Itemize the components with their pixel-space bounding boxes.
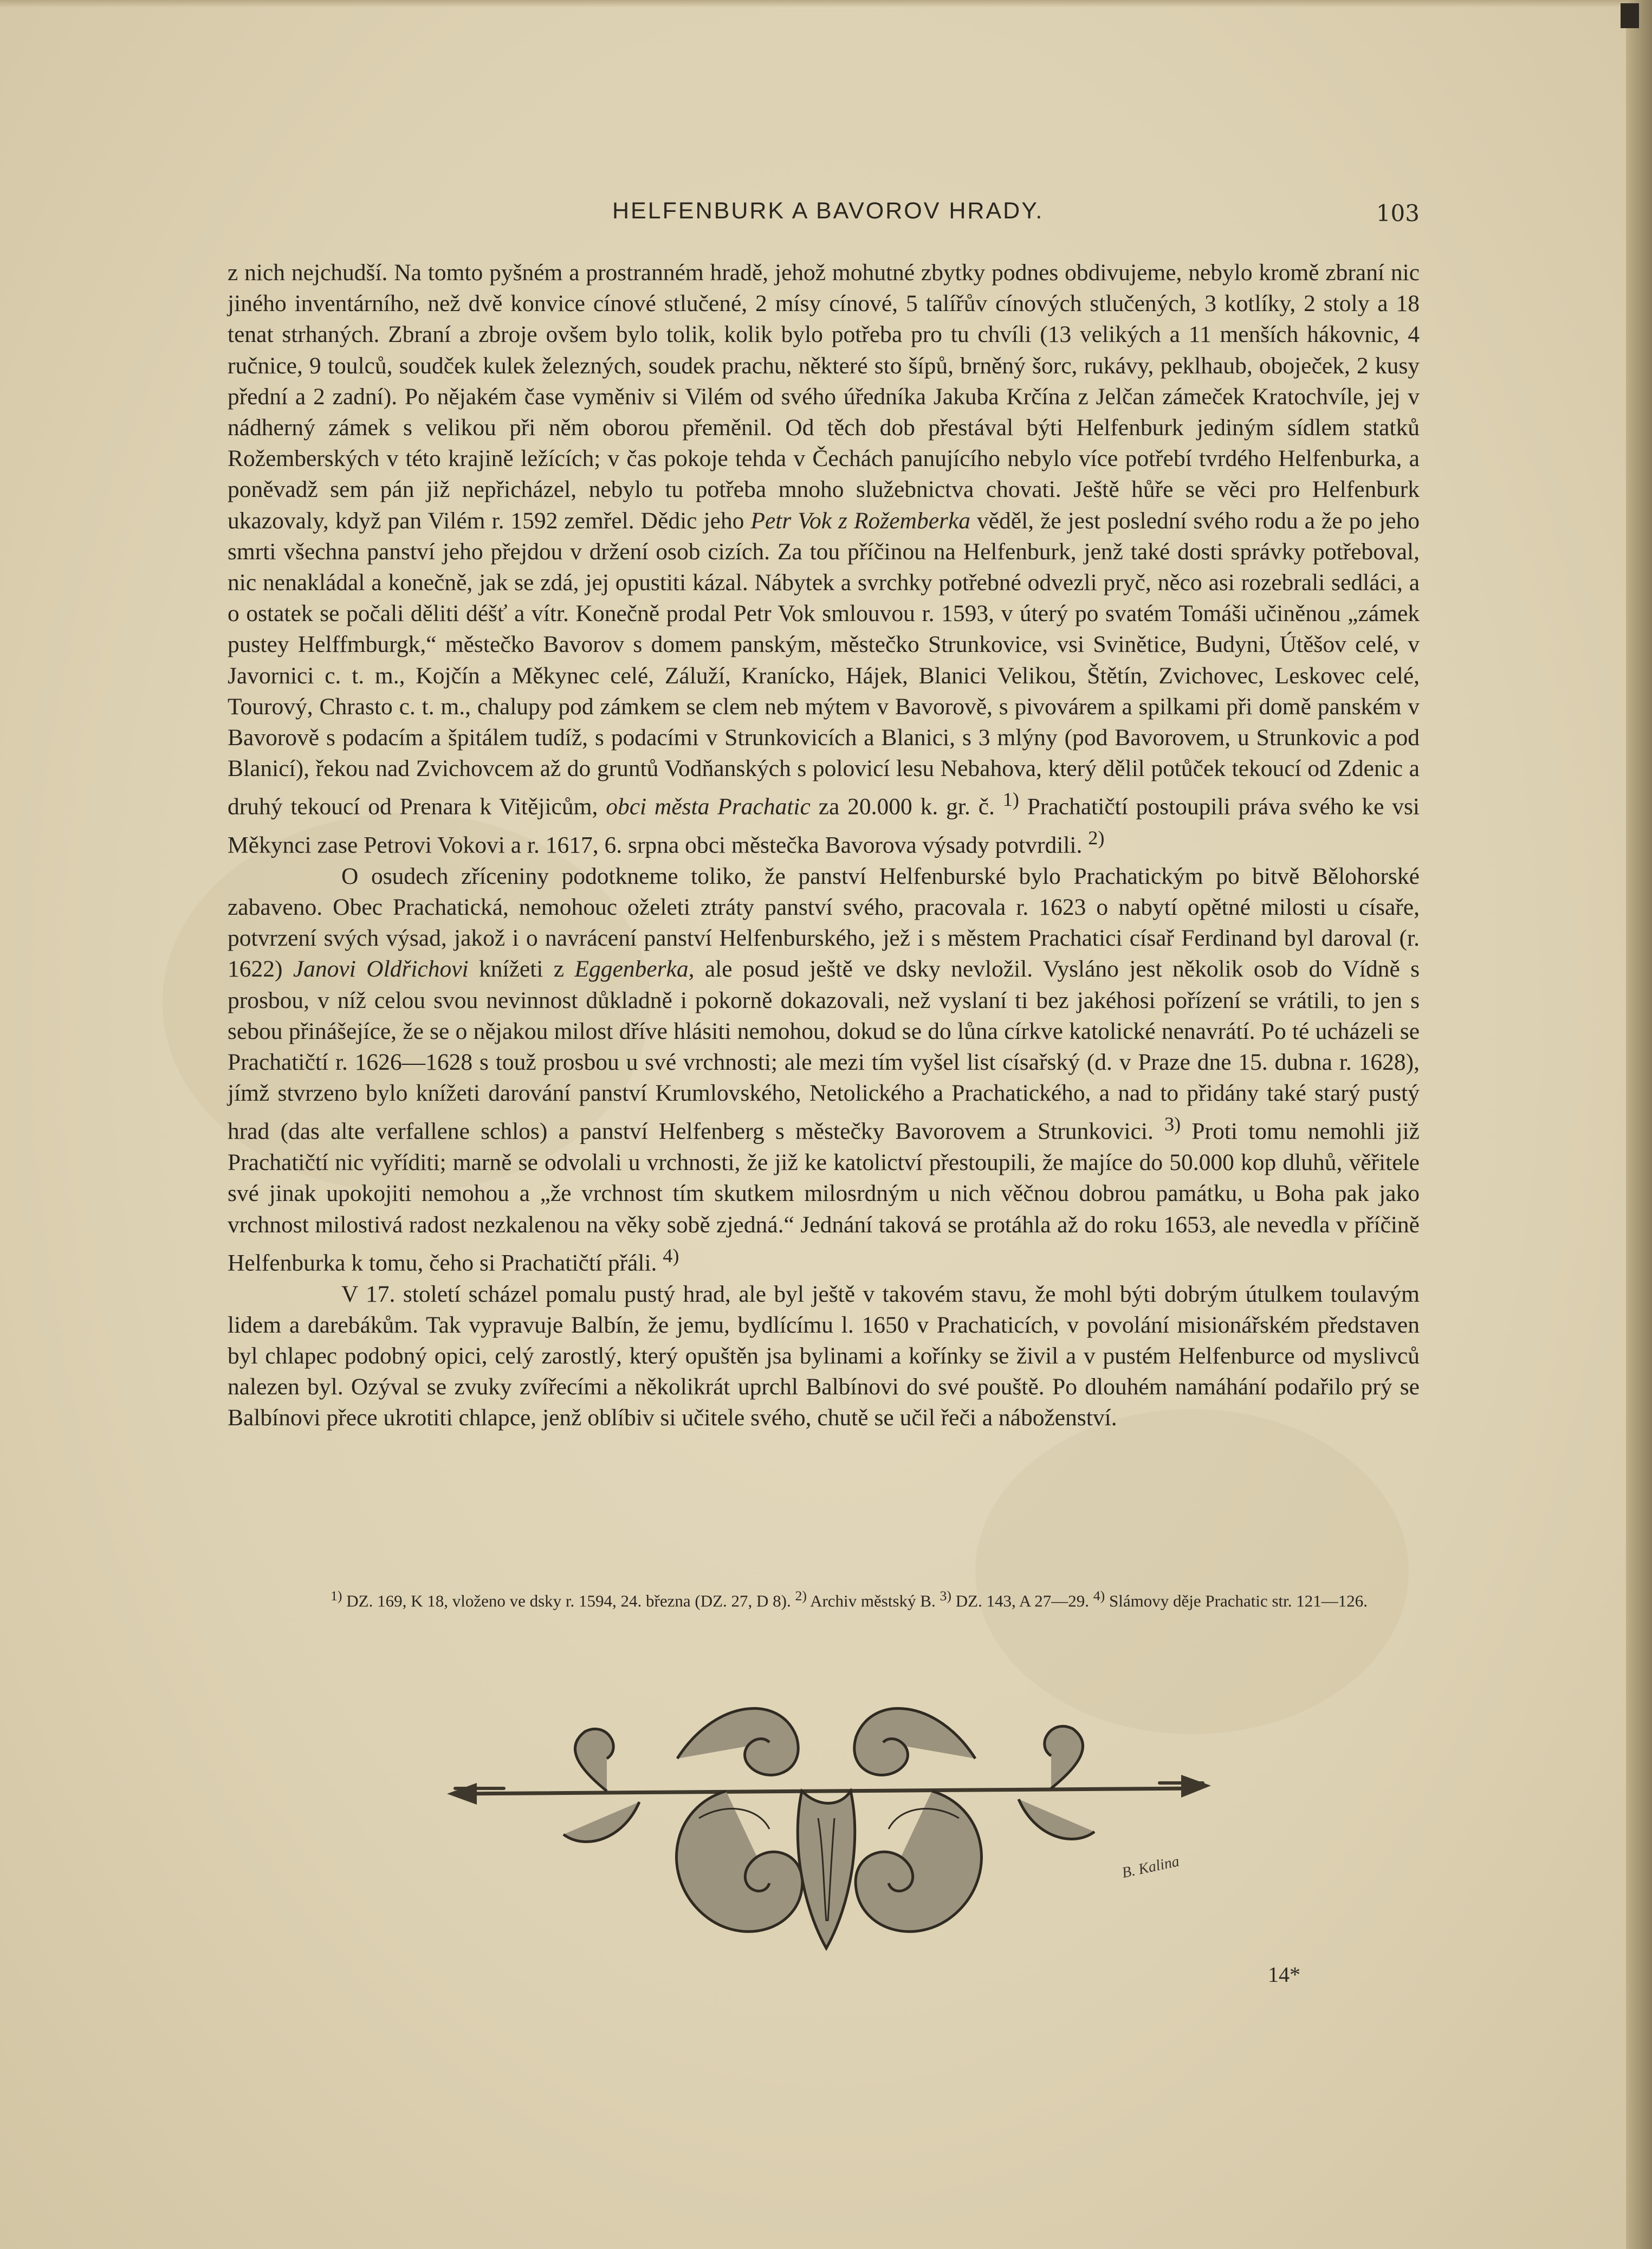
footnote-mark: 4) [1093, 1588, 1105, 1604]
footnotes-block [228, 1585, 1420, 1612]
footnotes [228, 1585, 1420, 1612]
arrow-tip-left [447, 1783, 477, 1805]
body-text [228, 257, 1420, 1434]
footnote-text: DZ. 143, A 27—29. [955, 1591, 1090, 1611]
text-run: knížeti z [479, 956, 565, 983]
text-run: ale posud ještě ve dsky nevložil. Vysláno jest několik osob do Vídně s prosbou, v níž celou svou nevinnost důkladně i pokorně dokazovali, než vyslaní ti bez jakéhosi pořízení se vrátili, to jen s sebou přinášejíce, že se o nějakou milost dříve hlásiti nemohou, dokud se do lůna církve katolické nenavrátí. Po té ucházeli se Prachatičtí r. 1626—1628 s touž prosbou u své vrchnosti; ale mezi tím vyšel list císařský (d. v Praze dne 15. dubna r. 1628), jímž stvrzeno bylo knížeti darování panství Krumlovského, Netolického a Prachatického, a nad to přidány také starý pustý hrad (das alte verfallene schlos) a panství Helfenberg s městečky Bavorovem a Strunkovici. [228, 956, 1420, 1145]
running-title: HELFENBURK A BAVOROV HRADY. [612, 198, 1044, 224]
engraver-signature: B. Kalina [1120, 1853, 1181, 1882]
text-run: Prachatičtí postoupili práva svého ke vsi Měkynci zase Petrovi Vokovi a r. 1617, 6. srpna obci městečka Bavorova výsady potvrdili. [228, 793, 1420, 858]
text-run: z nich nejchudší. Na tomto pyšném a prostranném hradě, jehož mohutné zbytky podnes obdivujeme, nebylo kromě zbraní nic jiného inventárního, než dvě konvice cínové stlučené, 2 mísy cínové, 5 talířův cínových stlučených, 3 kotlíky, 2 stoly a 18 tenat strhaných. Zbraní a zbroje ovšem bylo tolik, kolik bylo potřeba pro tu chvíli (13 velikých a 11 menších hákovnic, 4 ručnice, 9 toulců, soudček kulek železných, soudek prachu, některé sto šípů, brněný šorc, rukávy, peklhaub, oboječek, 2 kusy přední a 2 zadní). Po nějakém čase vyměniv si Vilém od svého úředníka Jakuba Krčína z Jelčan zámeček Kratochvíle, jej v nádherný zámek s velikou při něm oborou přeměnil. Od těch dob přestával býti Helfenburk jediným sídlem statků Rožemberských v této krajině ležících; v čas pokoje tehda v Čechách panujícího nebylo více potřebí tvrdého Helfenburka, a poněvadž sem pán již nepřicházel, nebylo tu potřeba mnoho služebnictva chovati. Ještě hůře se věci pro Helfenburk ukazovaly, když pan Vilém r. 1592 zemřel. Dědic jeho [228, 260, 1420, 534]
sheet-signature-mark: 14* [1268, 1962, 1300, 1987]
footnote-ref: 2) [1088, 827, 1105, 849]
footnote-text: DZ. 169, K 18, vloženo ve dsky r. 1594, 24. března (DZ. 27, D 8). [346, 1591, 791, 1611]
italic-name: Janovi Oldřichovi [293, 956, 469, 983]
footnote-mark: 1) [331, 1588, 342, 1604]
baroque-acanthus-arrow-vignette-icon [444, 1677, 1214, 1964]
footnote-ref: 4) [663, 1244, 679, 1266]
italic-name: Eggenberka, [574, 956, 695, 983]
page-header [228, 198, 1420, 236]
paragraph-3: V 17. století scházel pomalu pustý hrad, ale byl ještě v takovém stavu, že mohl býti dobrým útulkem toulavým lidem a darebákům. Tak vypravuje Balbín, že jemu, bydlícímu l. 1650 v Prachaticích, v povolání misionářském představen byl chlapec podobný opici, celý zarostlý, který opuštěn jsa bylinami a kořínky se živil a v pustém Helfenburce od myslivců nalezen byl. Ozýval se zvuky zvířecími a několikrát uprchl Balbínovi do své pouště. Po dlouhém namáhání podařilo prý se Balbínovi přece ukrotiti chlapce, jenž oblíbiv si učitele svého, chutě se učil řeči a náboženství. [228, 1281, 1420, 1431]
paragraph-1 [228, 257, 1420, 861]
text-run: Proti tomu nemohli již Prachatičtí nic vyříditi; marně se odvolali u vrchnosti, že již ke katolictví přestoupili, že majíce do 50.000 kop dluhů, věřitele své jinak upokojiti nemohou a „že vrchnost tím skutkem milosrdným u nich věčnou dobrou památku, u Boha pak jako vrchnost milostivá radost nezkalenou na věky sobě zjedná.“ Jednání taková se protáhla až do roku 1653, ale nevedla v příčině Helfenburka k tomu, čeho si Prachatičtí přáli. [228, 1118, 1420, 1276]
paragraph-2 [228, 861, 1420, 1279]
italic-name: obci města Prachatic [606, 793, 811, 820]
footnote-text: Slámovy děje Prachatic str. 121—126. [1109, 1591, 1368, 1611]
scan-corner-marker [1621, 3, 1639, 28]
page-number: 103 [1376, 200, 1420, 227]
arrow-tip-right [1181, 1775, 1211, 1798]
footnote-mark: 3) [940, 1588, 951, 1604]
footnote-text: Archiv městský B. [810, 1591, 936, 1611]
text-run: věděl, že jest poslední svého rodu a že po jeho smrti všechna panství jeho přejdou v držení osob cizích. Za tou příčinou na Helfenburk, jenž také dosti správky potřeboval, nic nenakládal a konečně, jak se zdá, jej opustiti kázal. Nábytek a svrchky potřebné odvezli pryč, něco asi rozebrali sedláci, a o ostatek se počali děliti déšť a vítr. Konečně prodal Petr Vok smlouvou r. 1593, v úterý po svatém Tomáši učiněnou „zámek pustey Helffmburgk,“ městečko Bavorov s domem panským, městečko Strunkovice, vsi Svinětice, Budyni, Útěšov celé, v Javornici c. t. m., Kojčín a Měkynec celé, Záluží, Kranícko, Hájek, Blanici Velikou, Štětín, Zvichovec, Leskovec celé, Tourový, Chrasto c. t. m., chalupy pod zámkem se clem neb mýtem v Bavorově, s pivovárem a spilkami při domě panském v Bavorově s podacím a špitálem tudíž, s podacími v Strunkovicích a Blanici, s 3 mlýny (pod Bavorovem, u Strunkovic a pod Blanicí), řekou nad Zvichovcem až do gruntů Vodňanských s polovicí lesu Nebahova, který dělil potůček tekoucí od Zdenic a druhý tekoucí od Prenara k Vitějicům, [228, 507, 1420, 820]
footnote-ref: 1) [1002, 789, 1019, 811]
page-top-edge-shadow [0, 0, 1652, 8]
page-right-edge [1626, 0, 1652, 2249]
footnote-mark: 2) [795, 1588, 807, 1604]
text-run: za 20.000 k. gr. č. [818, 793, 995, 820]
text-run: O osudech zříceniny podotkneme toliko, že panství Helfenburské bylo Prachatickým po bitvě Bělohorské zabaveno. Obec Prachatická, nemohouc oželeti ztráty panství svého, pracovala r. 1623 o nabytí opětné milosti u císaře, potvrzení svých výsad, jakož i o navrácení panství Helfenburského, jež i s městem Prachatici císař Ferdinand byl daroval (r. 1622) [228, 863, 1420, 983]
italic-name: Petr Vok z Rožemberka [750, 507, 970, 534]
footnote-ref: 3) [1164, 1113, 1181, 1135]
